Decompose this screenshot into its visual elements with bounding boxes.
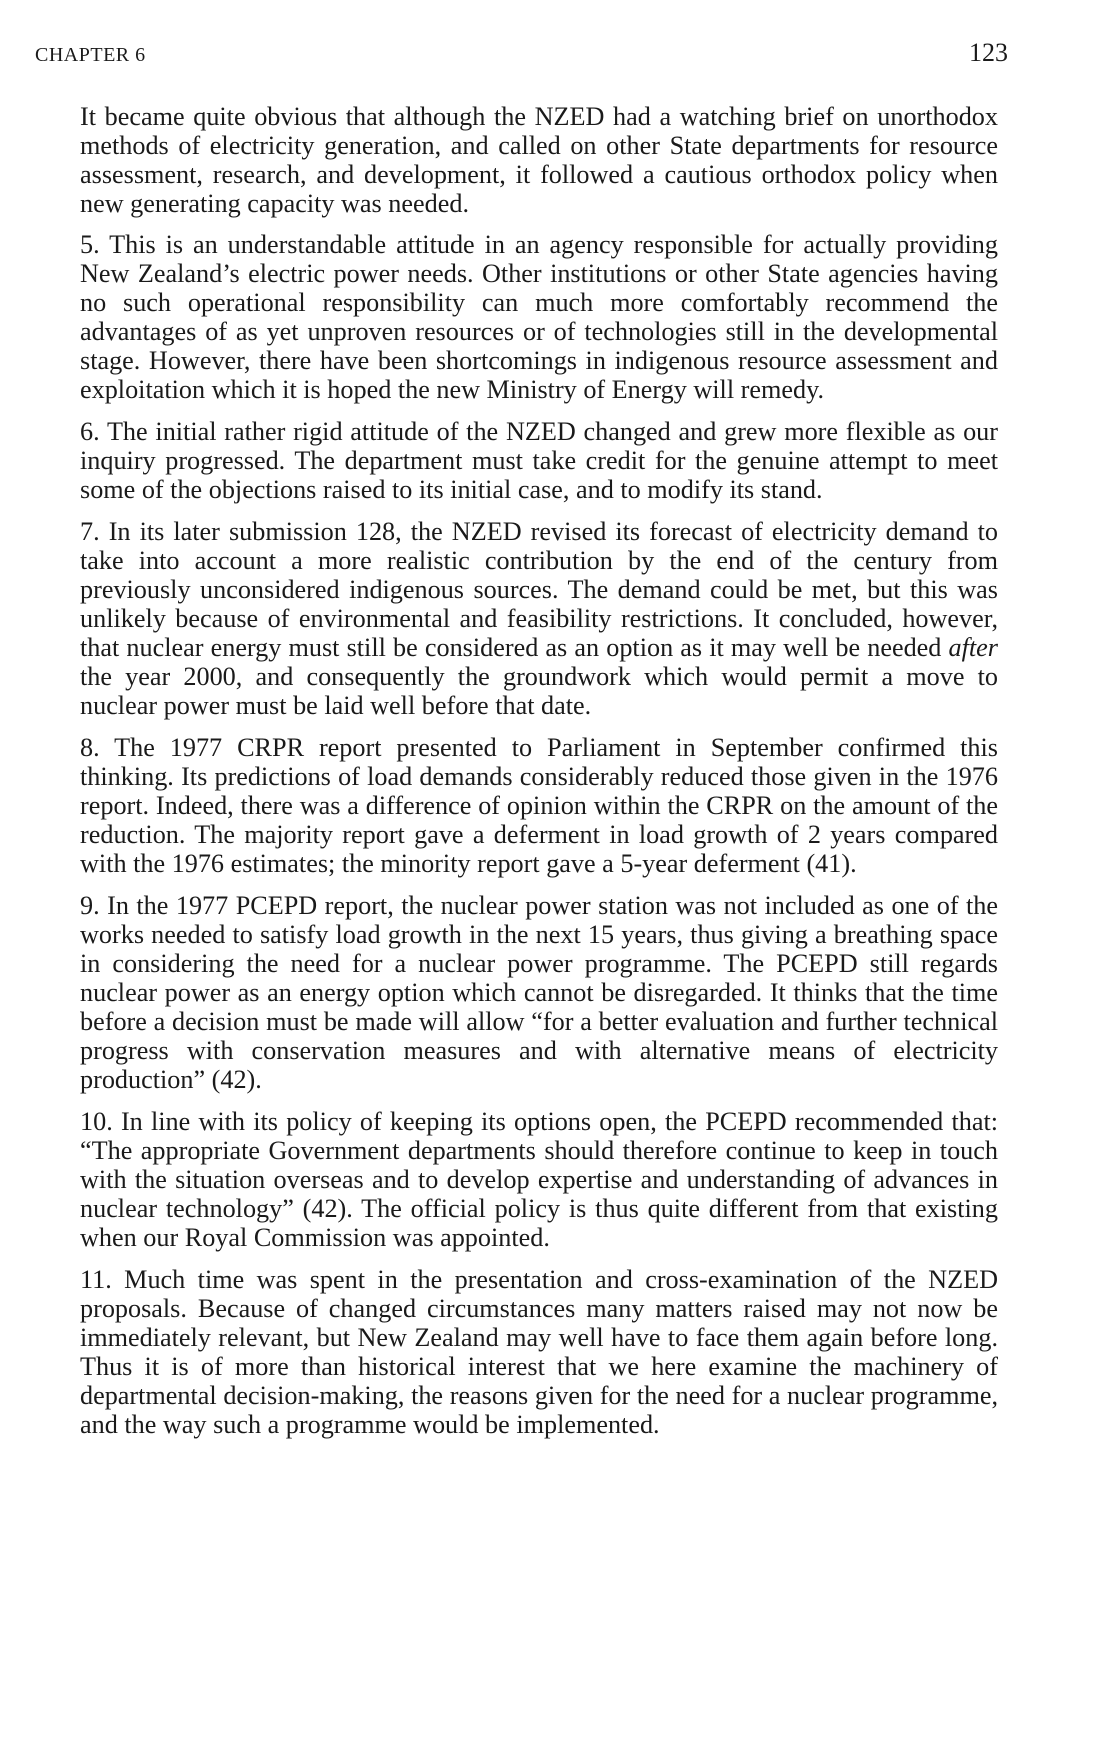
chapter-label: CHAPTER 6	[35, 44, 146, 66]
paragraph-number: 9.	[80, 891, 100, 920]
paragraph-7	[80, 517, 998, 720]
paragraph-5	[80, 230, 998, 404]
paragraph-text: Much time was spent in the presentation and cross-examination of the NZED proposals. Because of changed circumstances many matters raised may not now be immediately relevant, but New Zealand may well have to face them again before long. Thus it is of more than historical interest that we here examine the machinery of departmental decision-making, the reasons given for the need for a nuclear programme, and the way such a programme would be implemented.	[80, 1265, 999, 1439]
paragraph-text: In the 1977 PCEPD report, the nuclear power station was not included as one of the works needed to satisfy load growth in the next 15 years, thus giving a breathing space in considering the need for a nuclear power programme. The PCEPD still regards nuclear power as an energy option which cannot be disregarded. It thinks that the time before a decision must be made will allow “for a better evaluation and further technical progress with conservation measures and with alternative means of electricity production” (42).	[80, 891, 998, 1094]
paragraph-number: 11.	[80, 1265, 112, 1294]
paragraph-text: The initial rather rigid attitude of the NZED changed and grew more flexible as our inquiry progressed. The department must take credit for the genuine attempt to meet some of the objections raised to its initial case, and to modify its stand.	[80, 417, 999, 504]
paragraph-text-after: the year 2000, and consequently the groundwork which would permit a move to nuclear power must be laid well before that date.	[80, 662, 998, 720]
paragraph-text: The 1977 CRPR report presented to Parliament in September confirmed this thinking. Its predictions of load demands considerably reduced those given in the 1976 report. Indeed, there was a difference of opinion within the CRPR on the amount of the reduction. The majority report gave a deferment in load growth of 2 years compared with the 1976 estimates; the minority report gave a 5-year deferment (41).	[80, 733, 998, 878]
paragraph-text: This is an understandable attitude in an agency responsible for actually providing New Zealand’s electric power needs. Other institutions or other State agencies having no such operational responsibility can much more comfortably recommend the advantages of as yet unproven resources or of technologies still in the developmental stage. However, there have been shortcomings in indigenous resource assessment and exploitation which it is hoped the new Ministry of Energy will remedy.	[80, 230, 998, 404]
paragraph-6	[80, 417, 998, 504]
paragraph-number: 6.	[80, 417, 100, 446]
running-header	[35, 36, 1008, 76]
document-page	[35, 36, 1008, 1452]
emphasis-after: after	[948, 633, 998, 662]
paragraph-text: In line with its policy of keeping its options open, the PCEPD recommended that: “The appropriate Government departments should therefore continue to keep in touch with the situation overseas and to develop expertise and understanding of advances in nuclear technology” (42). The official policy is thus quite different from that existing when our Royal Commission was appointed.	[80, 1107, 998, 1252]
paragraph-number: 10.	[80, 1107, 113, 1136]
paragraph-10	[80, 1107, 998, 1252]
paragraph-continuation	[80, 102, 998, 218]
paragraph-text-before: In its later submission 128, the NZED revised its forecast of electricity demand to take into account a more realistic contribution by the end of the century from previously unconsidered indigenous sources. The demand could be met, but this was unlikely because of environmental and feasibility restrictions. It concluded, however, that nuclear energy must still be considered as an option as it may well be needed	[80, 517, 998, 662]
paragraph-8	[80, 733, 998, 878]
paragraph-9	[80, 891, 998, 1094]
paragraph-11	[80, 1265, 998, 1439]
paragraph-number: 7.	[80, 517, 100, 546]
page-number: 123	[969, 38, 1008, 67]
paragraph-number: 5.	[80, 230, 100, 259]
paragraph-text: It became quite obvious that although the NZED had a watching brief on unorthodox methods of electricity generation, and called on other State departments for resource assessment, research, and development, it followed a cautious orthodox policy when new generating capacity was needed.	[80, 102, 998, 218]
paragraph-number: 8.	[80, 733, 100, 762]
